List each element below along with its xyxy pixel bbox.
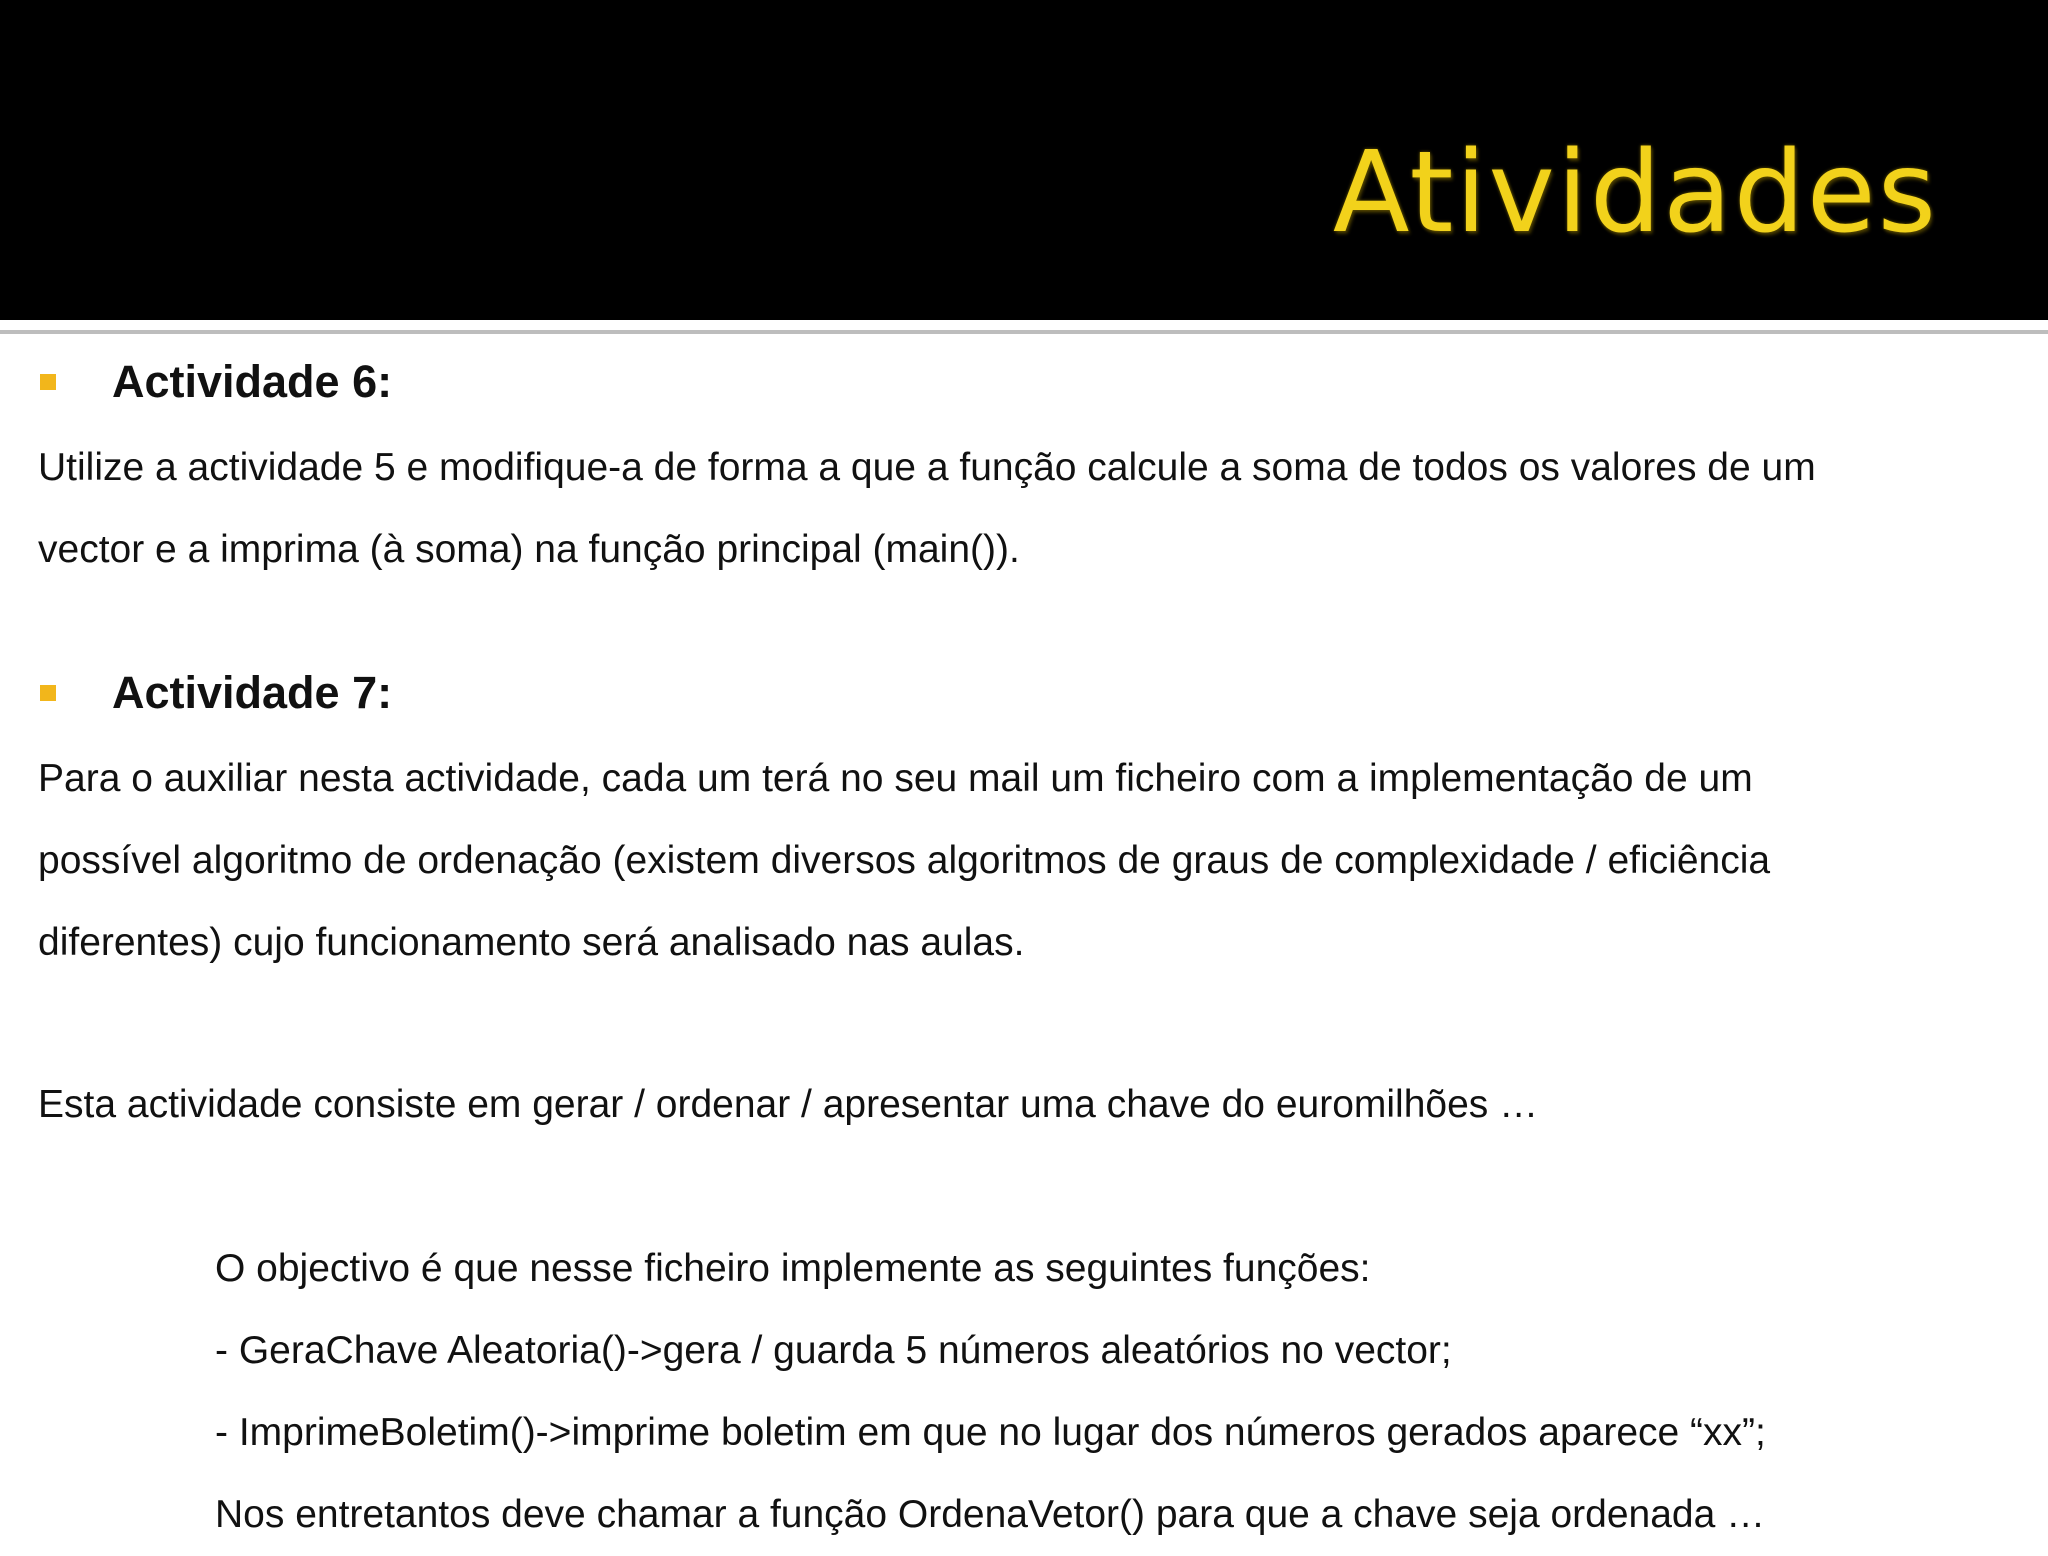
header-divider xyxy=(0,330,2048,334)
section-7-line-2: possível algoritmo de ordenação (existem diversos algoritmos de graus de complexidade / eficiência xyxy=(38,839,1771,882)
section-7-line-3: diferentes) cujo funcionamento será analisado nas aulas. xyxy=(38,921,1025,964)
function-list-intro: O objectivo é que nesse ficheiro implemente as seguintes funções: xyxy=(215,1247,1371,1290)
section-6-heading-row xyxy=(40,354,392,410)
section-7-heading: Actividade 7: xyxy=(112,667,393,718)
function-list-item: - ImprimeBoletim()->imprime boletim em que no lugar dos números gerados aparece “xx”; xyxy=(215,1411,1766,1454)
section-6-line-2: vector e a imprima (à soma) na função principal (main()). xyxy=(38,528,1020,571)
section-7-heading-row xyxy=(40,665,392,721)
section-6-line-1: Utilize a actividade 5 e modifique-a de forma a que a função calcule a soma de todos os valores de um xyxy=(38,446,1816,489)
section-7-note: Esta actividade consiste em gerar / ordenar / apresentar uma chave do euromilhões … xyxy=(38,1083,1539,1126)
bullet-square-icon xyxy=(40,374,56,390)
section-6-heading: Actividade 6: xyxy=(112,356,393,407)
function-list-item: - GeraChave Aleatoria()->gera / guarda 5 números aleatórios no vector; xyxy=(215,1329,1452,1372)
function-list-footer: Nos entretantos deve chamar a função OrdenaVetor() para que a chave seja ordenada … xyxy=(215,1493,1766,1536)
section-7-paragraph xyxy=(38,738,1998,984)
bullet-square-icon xyxy=(40,685,56,701)
section-7-line-1: Para o auxiliar nesta actividade, cada um terá no seu mail um ficheiro com a implementação de um xyxy=(38,757,1753,800)
function-list xyxy=(215,1228,2015,1556)
slide-title: Atividades xyxy=(1332,128,1938,258)
section-6-paragraph xyxy=(38,427,1998,591)
